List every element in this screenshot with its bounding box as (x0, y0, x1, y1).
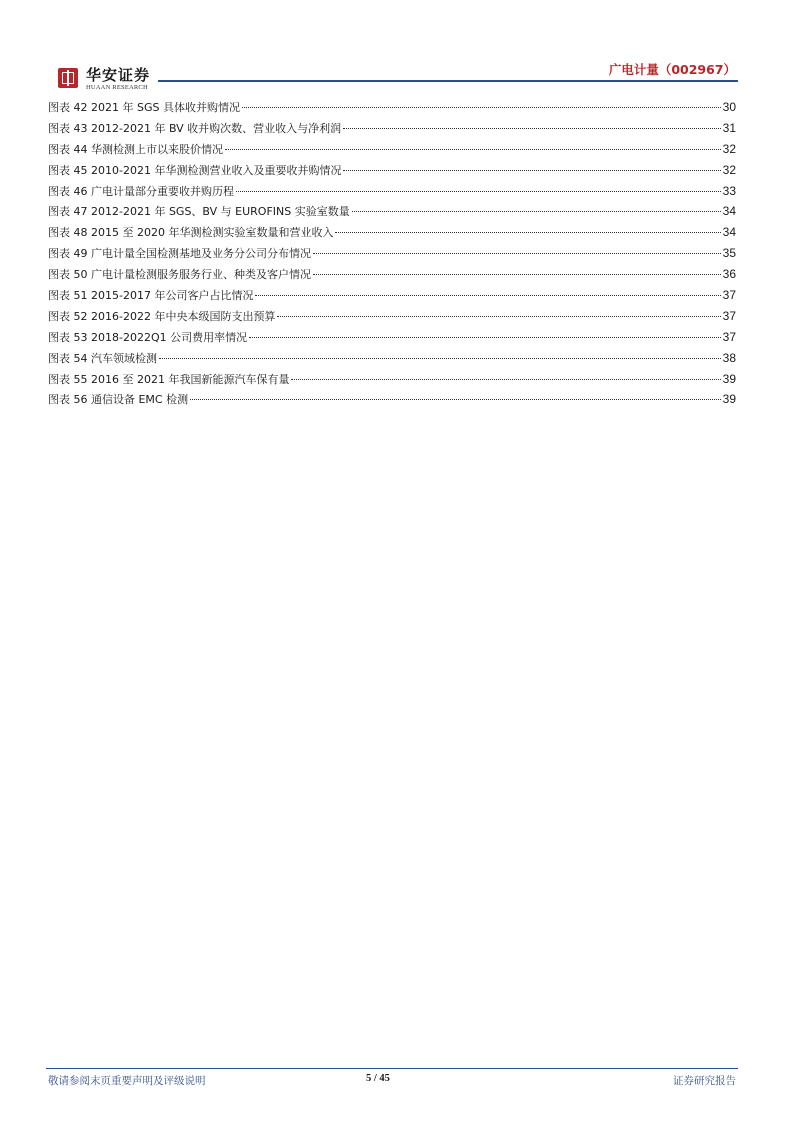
toc-entry-page: 37 (722, 288, 736, 303)
footer-divider (46, 1068, 738, 1069)
toc-entry-label: 图表 44 华测检测上市以来股价情况 (48, 142, 223, 156)
toc-entry[interactable] (48, 120, 736, 141)
toc-entry-page: 37 (722, 329, 736, 344)
toc-entry-page: 33 (722, 183, 736, 198)
toc-entry-page: 31 (722, 120, 736, 135)
toc-entry-page: 30 (722, 100, 736, 114)
toc-leader-dots (159, 358, 721, 359)
toc-leader-dots (343, 128, 720, 129)
toc-entry-label: 图表 54 汽车领域检测 (48, 351, 157, 365)
toc-entry[interactable] (48, 245, 736, 266)
toc-entry-label: 图表 50 广电计量检测服务服务行业、种类及客户情况 (48, 268, 311, 282)
toc-entry-page: 34 (722, 225, 736, 240)
toc-entry-page: 39 (722, 371, 736, 386)
toc-entry-label: 图表 46 广电计量部分重要收并购历程 (48, 184, 234, 198)
toc-entry-page: 39 (722, 392, 736, 407)
toc-entry-page: 35 (722, 246, 736, 261)
toc-entry[interactable] (48, 224, 736, 245)
toc-leader-dots (277, 316, 720, 317)
figure-list (48, 99, 736, 412)
logo-english-name: HUAAN RESEARCH (86, 84, 148, 91)
toc-entry-label: 图表 56 通信设备 EMC 检测 (48, 393, 189, 407)
toc-entry-page: 37 (722, 308, 736, 323)
toc-entry[interactable] (48, 266, 736, 287)
toc-leader-dots (190, 399, 721, 400)
toc-entry[interactable] (48, 329, 736, 350)
page-number: 5 / 45 (366, 1073, 390, 1084)
page-header (46, 60, 738, 96)
toc-leader-dots (313, 274, 721, 275)
toc-leader-dots (236, 191, 721, 192)
toc-leader-dots (352, 211, 721, 212)
toc-leader-dots (249, 337, 721, 338)
toc-entry-label: 图表 52 2016-2022 年中央本级国防支出预算 (48, 309, 276, 323)
toc-entry[interactable] (48, 183, 736, 204)
toc-entry-label: 图表 53 2018-2022Q1 公司费用率情况 (48, 330, 248, 344)
toc-leader-dots (242, 107, 721, 108)
toc-leader-dots (255, 295, 720, 296)
toc-entry-label: 图表 49 广电计量全国检测基地及业务分公司分布情况 (48, 247, 311, 261)
toc-entry-label: 图表 47 2012-2021 年 SGS、BV 与 EUROFINS 实验室数量 (48, 205, 350, 219)
toc-entry[interactable] (48, 99, 736, 120)
toc-entry[interactable] (48, 350, 736, 371)
toc-entry-page: 32 (722, 162, 736, 177)
report-type: 证券研究报告 (673, 1075, 736, 1087)
toc-entry-label: 图表 51 2015-2017 年公司客户占比情况 (48, 289, 254, 303)
footer-disclaimer: 敬请参阅末页重要声明及评级说明 (48, 1075, 206, 1087)
toc-entry-label: 图表 43 2012-2021 年 BV 收并购次数、营业收入与净利润 (48, 121, 342, 135)
toc-entry-page: 38 (722, 350, 736, 365)
toc-entry[interactable] (48, 162, 736, 183)
toc-leader-dots (335, 232, 720, 233)
toc-leader-dots (343, 170, 720, 171)
toc-entry[interactable] (48, 287, 736, 308)
logo-chinese-name: 华安证券 (86, 66, 151, 84)
toc-leader-dots (313, 253, 721, 254)
toc-entry-label: 图表 45 2010-2021 年华测检测营业收入及重要收并购情况 (48, 163, 342, 177)
huaan-logo-icon (58, 68, 78, 88)
toc-entry-label: 图表 42 2021 年 SGS 具体收并购情况 (48, 101, 240, 114)
toc-leader-dots (225, 149, 721, 150)
toc-entry-page: 36 (722, 267, 736, 282)
toc-entry[interactable] (48, 308, 736, 329)
toc-entry[interactable] (48, 391, 736, 412)
toc-entry-label: 图表 48 2015 至 2020 年华测检测实验室数量和营业收入 (48, 226, 334, 240)
header-divider (158, 80, 738, 82)
toc-entry-label: 图表 55 2016 至 2021 年我国新能源汽车保有量 (48, 372, 290, 386)
toc-entry[interactable] (48, 203, 736, 224)
toc-entry[interactable] (48, 141, 736, 162)
company-title: 广电计量（002967） (608, 62, 736, 77)
toc-entry-page: 32 (722, 141, 736, 156)
toc-entry[interactable] (48, 371, 736, 392)
toc-entry-page: 34 (722, 204, 736, 219)
toc-leader-dots (291, 379, 720, 380)
